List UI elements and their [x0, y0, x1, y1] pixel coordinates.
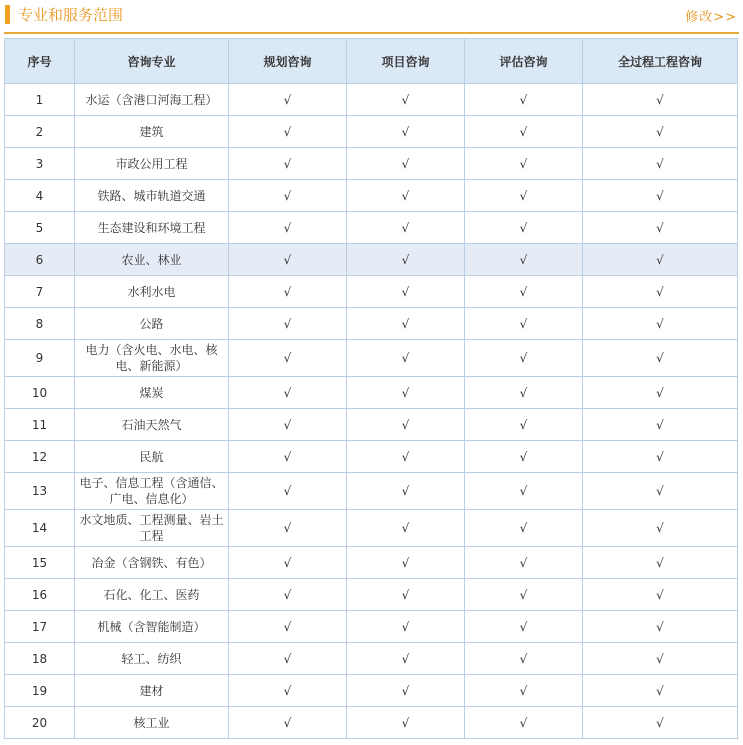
- cell-project: √: [347, 643, 465, 675]
- cell-evaluation: √: [465, 340, 583, 377]
- cell-major: 电力（含火电、水电、核电、新能源）: [75, 340, 229, 377]
- cell-whole-process: √: [583, 340, 738, 377]
- cell-evaluation: √: [465, 441, 583, 473]
- table-row: [5, 148, 738, 180]
- cell-evaluation: √: [465, 547, 583, 579]
- table-row: [5, 409, 738, 441]
- cell-evaluation: √: [465, 84, 583, 116]
- cell-no: 8: [5, 308, 75, 340]
- cell-planning: √: [229, 547, 347, 579]
- cell-project: √: [347, 148, 465, 180]
- cell-evaluation: √: [465, 643, 583, 675]
- cell-project: √: [347, 180, 465, 212]
- cell-no: 18: [5, 643, 75, 675]
- cell-whole-process: √: [583, 441, 738, 473]
- cell-project: √: [347, 510, 465, 547]
- cell-whole-process: √: [583, 611, 738, 643]
- cell-major: 水运（含港口河海工程）: [75, 84, 229, 116]
- cell-planning: √: [229, 276, 347, 308]
- cell-evaluation: √: [465, 409, 583, 441]
- cell-planning: √: [229, 84, 347, 116]
- cell-whole-process: √: [583, 547, 738, 579]
- services-table: [4, 38, 738, 739]
- cell-whole-process: √: [583, 180, 738, 212]
- cell-planning: √: [229, 409, 347, 441]
- cell-evaluation: √: [465, 276, 583, 308]
- cell-evaluation: √: [465, 180, 583, 212]
- cell-major: 轻工、纺织: [75, 643, 229, 675]
- table-row: [5, 276, 738, 308]
- column-header-no: 序号: [5, 39, 75, 84]
- cell-project: √: [347, 579, 465, 611]
- cell-project: √: [347, 707, 465, 739]
- cell-project: √: [347, 116, 465, 148]
- table-row: [5, 377, 738, 409]
- cell-whole-process: √: [583, 276, 738, 308]
- column-header-major: 咨询专业: [75, 39, 229, 84]
- cell-evaluation: √: [465, 675, 583, 707]
- cell-major: 石化、化工、医药: [75, 579, 229, 611]
- cell-major: 民航: [75, 441, 229, 473]
- cell-planning: √: [229, 579, 347, 611]
- cell-no: 2: [5, 116, 75, 148]
- cell-evaluation: √: [465, 308, 583, 340]
- cell-no: 5: [5, 212, 75, 244]
- cell-whole-process: √: [583, 212, 738, 244]
- cell-evaluation: √: [465, 244, 583, 276]
- table-row: [5, 675, 738, 707]
- cell-planning: √: [229, 611, 347, 643]
- table-row: [5, 116, 738, 148]
- cell-evaluation: √: [465, 377, 583, 409]
- cell-major: 建材: [75, 675, 229, 707]
- cell-whole-process: √: [583, 84, 738, 116]
- column-header-evaluation: 评估咨询: [465, 39, 583, 84]
- table-row: [5, 643, 738, 675]
- cell-no: 11: [5, 409, 75, 441]
- table-row: [5, 611, 738, 643]
- table-row: [5, 180, 738, 212]
- table-row: [5, 340, 738, 377]
- cell-major: 机械（含智能制造）: [75, 611, 229, 643]
- cell-no: 14: [5, 510, 75, 547]
- cell-no: 7: [5, 276, 75, 308]
- cell-no: 10: [5, 377, 75, 409]
- cell-evaluation: √: [465, 707, 583, 739]
- cell-planning: √: [229, 675, 347, 707]
- cell-whole-process: √: [583, 473, 738, 510]
- table-row: [5, 547, 738, 579]
- cell-planning: √: [229, 707, 347, 739]
- title-accent-bar: [5, 5, 10, 24]
- cell-project: √: [347, 547, 465, 579]
- cell-evaluation: √: [465, 148, 583, 180]
- column-header-whole-process: 全过程工程咨询: [583, 39, 738, 84]
- cell-planning: √: [229, 244, 347, 276]
- cell-whole-process: √: [583, 675, 738, 707]
- cell-planning: √: [229, 510, 347, 547]
- table-header-row: [5, 39, 738, 84]
- cell-project: √: [347, 276, 465, 308]
- cell-whole-process: √: [583, 707, 738, 739]
- table-row: [5, 510, 738, 547]
- cell-major: 电子、信息工程（含通信、广电、信息化）: [75, 473, 229, 510]
- cell-whole-process: √: [583, 244, 738, 276]
- cell-project: √: [347, 377, 465, 409]
- cell-project: √: [347, 473, 465, 510]
- cell-major: 公路: [75, 308, 229, 340]
- cell-evaluation: √: [465, 579, 583, 611]
- cell-no: 15: [5, 547, 75, 579]
- section-title: 专业和服务范围: [18, 6, 124, 24]
- table-row: [5, 441, 738, 473]
- cell-whole-process: √: [583, 409, 738, 441]
- cell-whole-process: √: [583, 308, 738, 340]
- cell-planning: √: [229, 473, 347, 510]
- cell-major: 农业、林业: [75, 244, 229, 276]
- table-row: [5, 244, 738, 276]
- cell-evaluation: √: [465, 611, 583, 643]
- cell-no: 6: [5, 244, 75, 276]
- cell-major: 煤炭: [75, 377, 229, 409]
- cell-evaluation: √: [465, 116, 583, 148]
- cell-whole-process: √: [583, 116, 738, 148]
- cell-project: √: [347, 611, 465, 643]
- cell-project: √: [347, 212, 465, 244]
- cell-project: √: [347, 340, 465, 377]
- table-row: [5, 212, 738, 244]
- edit-link[interactable]: 修改>>: [685, 10, 737, 25]
- column-header-project: 项目咨询: [347, 39, 465, 84]
- cell-whole-process: √: [583, 643, 738, 675]
- cell-major: 核工业: [75, 707, 229, 739]
- cell-project: √: [347, 308, 465, 340]
- cell-evaluation: √: [465, 212, 583, 244]
- cell-planning: √: [229, 643, 347, 675]
- cell-major: 水利水电: [75, 276, 229, 308]
- cell-planning: √: [229, 116, 347, 148]
- cell-planning: √: [229, 377, 347, 409]
- cell-major: 生态建设和环境工程: [75, 212, 229, 244]
- cell-no: 1: [5, 84, 75, 116]
- cell-evaluation: √: [465, 510, 583, 547]
- cell-planning: √: [229, 148, 347, 180]
- cell-evaluation: √: [465, 473, 583, 510]
- cell-planning: √: [229, 441, 347, 473]
- cell-no: 20: [5, 707, 75, 739]
- cell-no: 12: [5, 441, 75, 473]
- cell-whole-process: √: [583, 148, 738, 180]
- cell-major: 铁路、城市轨道交通: [75, 180, 229, 212]
- cell-major: 冶金（含钢铁、有色）: [75, 547, 229, 579]
- cell-whole-process: √: [583, 377, 738, 409]
- cell-no: 4: [5, 180, 75, 212]
- cell-whole-process: √: [583, 510, 738, 547]
- cell-whole-process: √: [583, 579, 738, 611]
- cell-major: 建筑: [75, 116, 229, 148]
- cell-no: 17: [5, 611, 75, 643]
- cell-no: 13: [5, 473, 75, 510]
- cell-major: 石油天然气: [75, 409, 229, 441]
- table-row: [5, 473, 738, 510]
- cell-no: 16: [5, 579, 75, 611]
- cell-no: 19: [5, 675, 75, 707]
- cell-planning: √: [229, 180, 347, 212]
- cell-planning: √: [229, 308, 347, 340]
- table-row: [5, 84, 738, 116]
- table-row: [5, 308, 738, 340]
- cell-major: 水文地质、工程测量、岩土工程: [75, 510, 229, 547]
- cell-planning: √: [229, 340, 347, 377]
- cell-major: 市政公用工程: [75, 148, 229, 180]
- cell-no: 9: [5, 340, 75, 377]
- table-row: [5, 579, 738, 611]
- cell-project: √: [347, 244, 465, 276]
- cell-planning: √: [229, 212, 347, 244]
- cell-project: √: [347, 675, 465, 707]
- table-row: [5, 707, 738, 739]
- column-header-planning: 规划咨询: [229, 39, 347, 84]
- cell-project: √: [347, 409, 465, 441]
- cell-no: 3: [5, 148, 75, 180]
- cell-project: √: [347, 84, 465, 116]
- cell-project: √: [347, 441, 465, 473]
- section-header: [4, 0, 739, 34]
